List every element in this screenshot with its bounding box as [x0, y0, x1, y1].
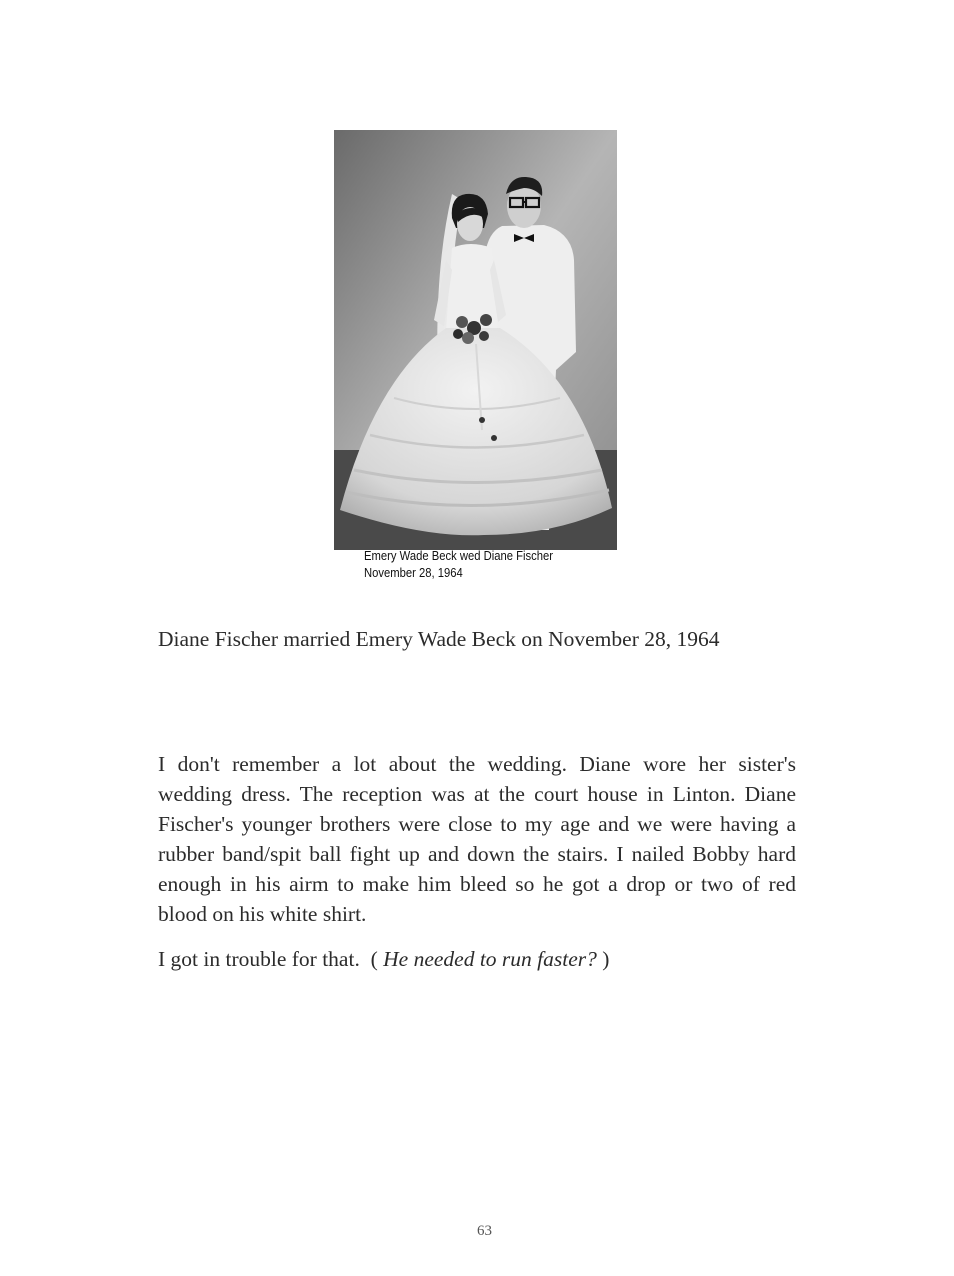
- photo-caption: [364, 548, 598, 582]
- photo-caption-names: Emery Wade Beck wed Diane Fischer: [364, 549, 554, 563]
- closing-line: [158, 947, 609, 972]
- wedding-heading: Diane Fischer married Emery Wade Beck on November 28, 1964: [158, 627, 720, 651]
- body-paragraph: I don't remember a lot about the wedding. Diane wore her sister's wedding dress. The reception was at the court house in Linton. Diane Fischer's younger brothers were close to my age and we were having a rubber band/spit ball fight up and down the stairs. I nailed Bobby hard enough in his airm to make him bleed so he got a drop or two of red blood on his white shirt.: [158, 752, 796, 926]
- photo-caption-date: November 28, 1964: [364, 566, 463, 580]
- close-paren: ): [596, 947, 610, 971]
- open-paren: (: [370, 947, 384, 971]
- wedding-photo: [334, 130, 617, 550]
- page-number: 63: [477, 1223, 492, 1239]
- wedding-photo-figure: [334, 130, 630, 584]
- closing-text: I got in trouble for that.: [158, 947, 360, 971]
- closing-aside: He needed to run faster?: [383, 947, 597, 971]
